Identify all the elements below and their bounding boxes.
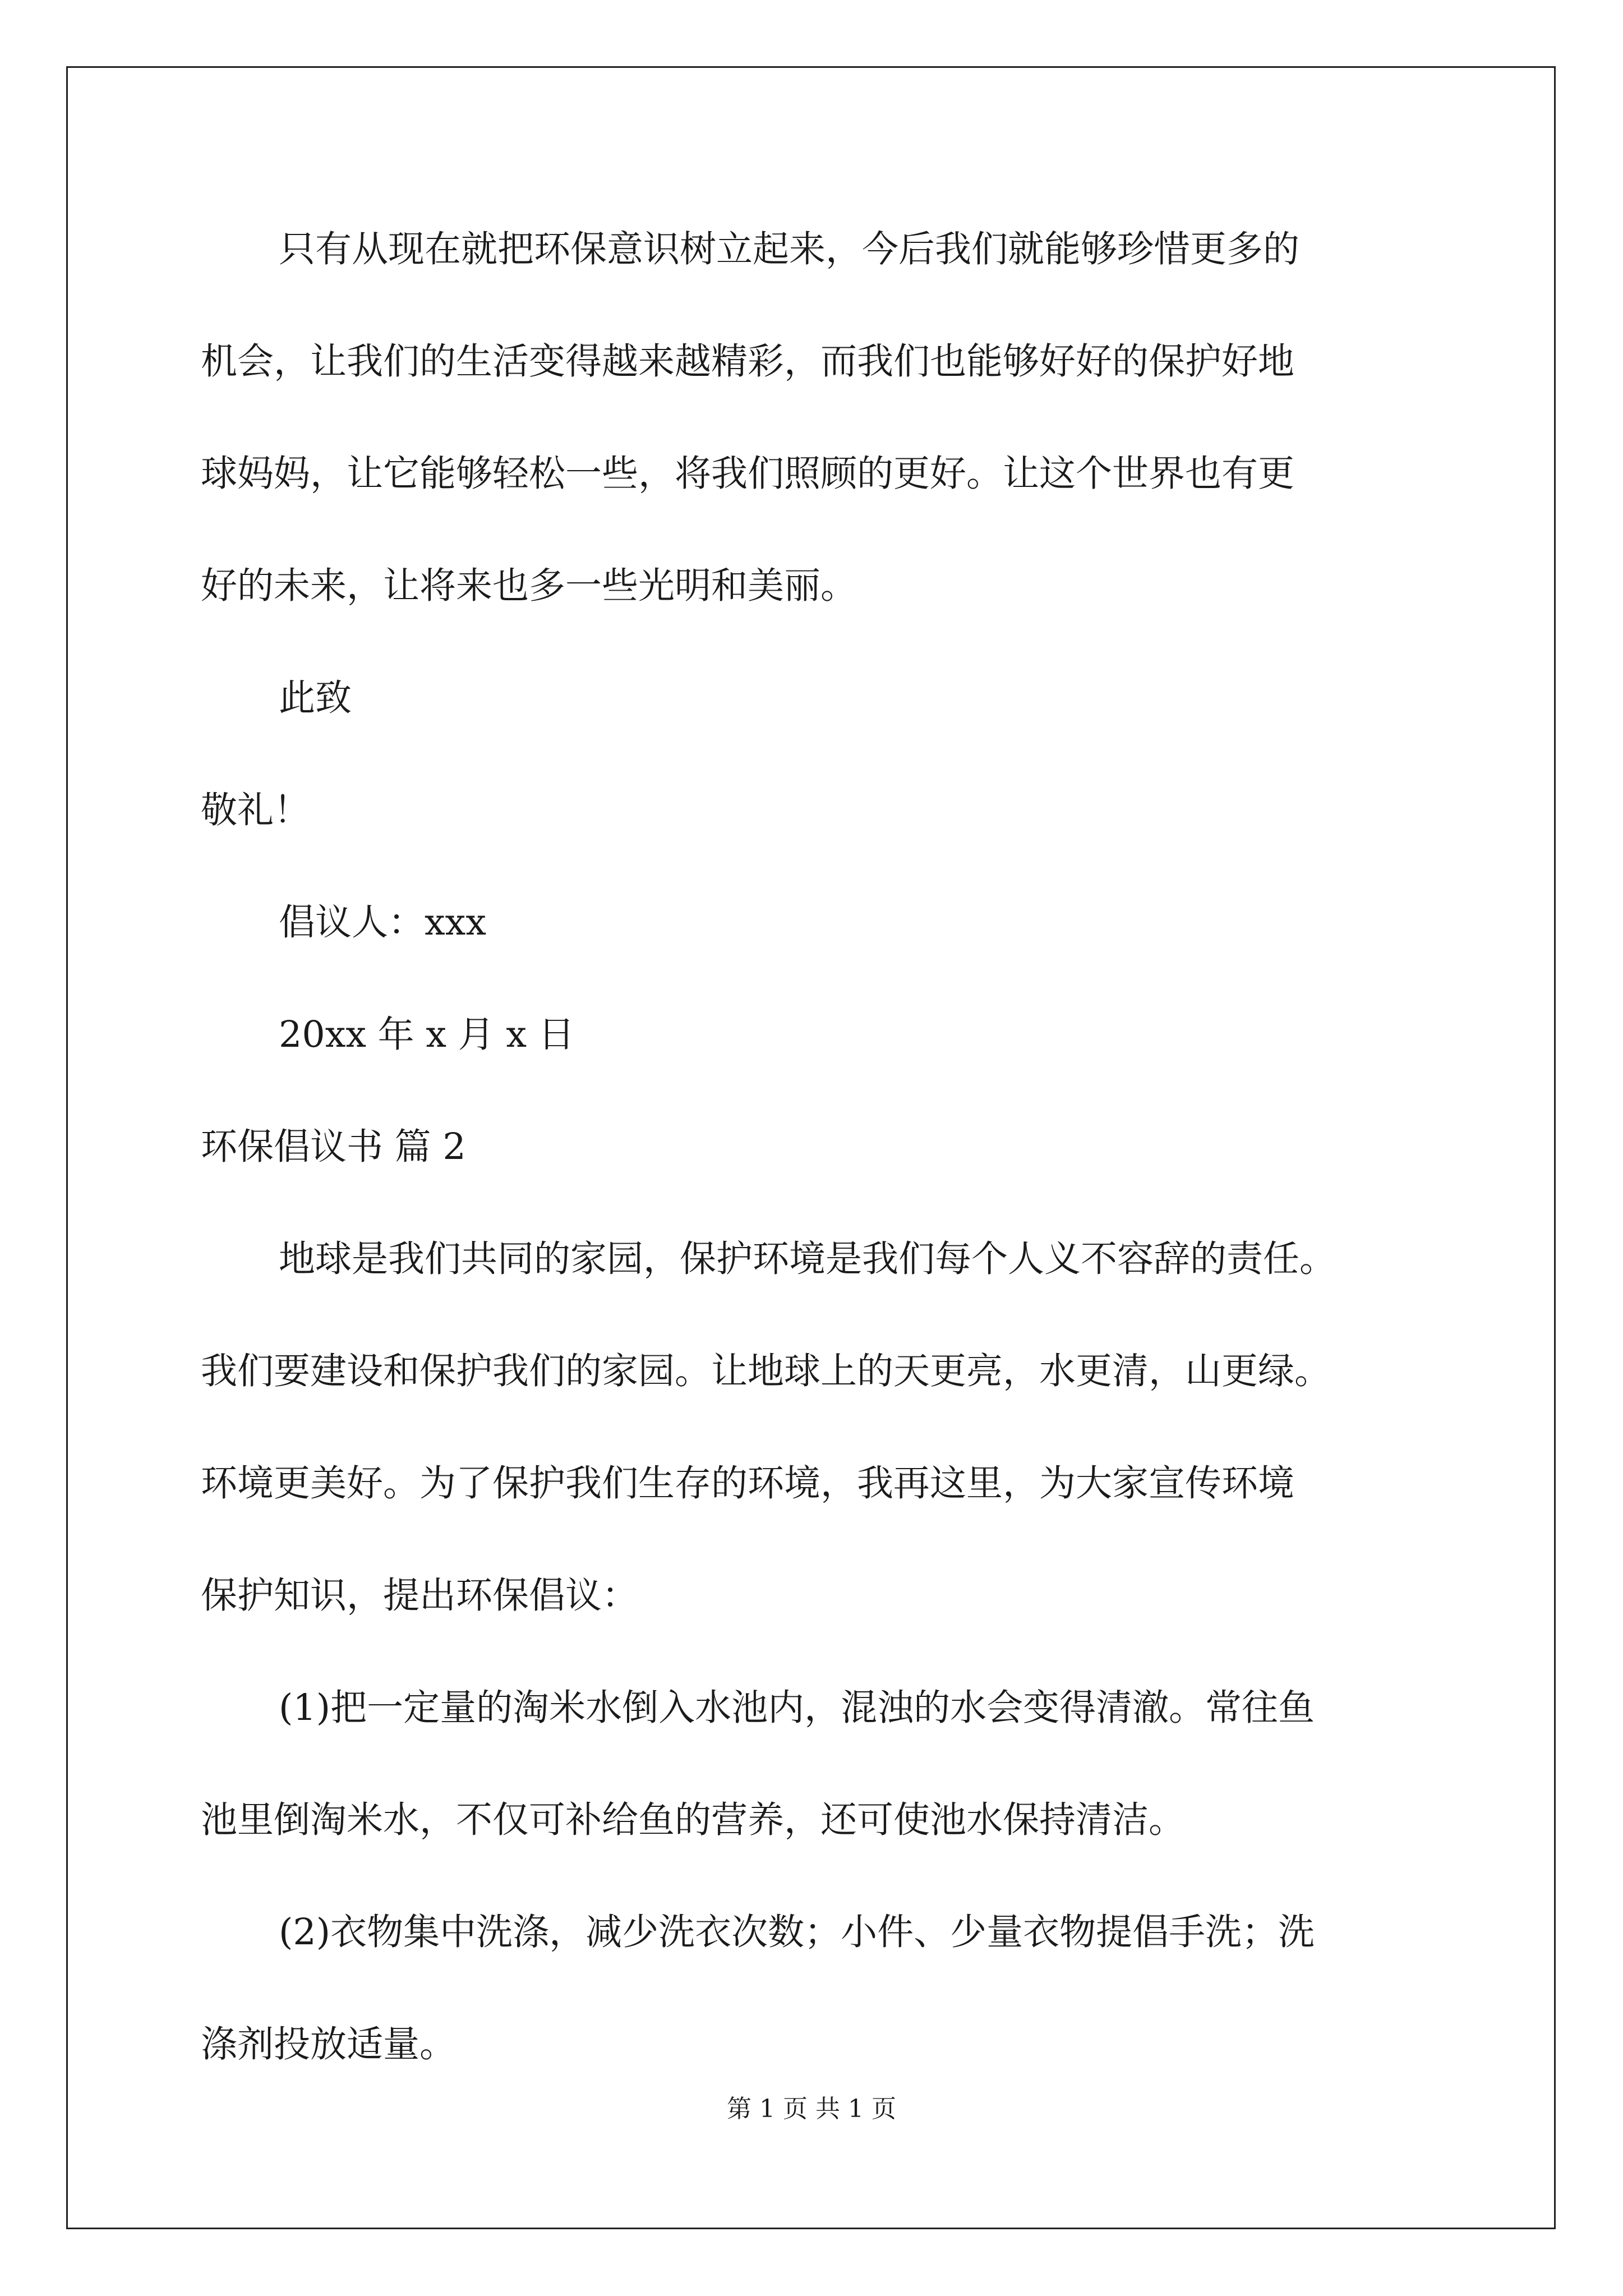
paragraph-1-line-3: 球妈妈，让它能够轻松一些，将我们照顾的更好。让这个世界也有更 [201, 453, 1295, 495]
paragraph-2-line-1: 地球是我们共同的家园，保护环境是我们每个人义不容辞的责任。 [279, 1238, 1336, 1280]
signer-text: 倡议人：xxx [279, 901, 486, 944]
item-1-line-2: 池里倒淘米水，不仅可补给鱼的营养，还可使池水保持清洁。 [201, 1799, 1186, 1841]
item-2-line-1: (2)衣物集中洗涤，减少洗衣次数；小件、少量衣物提倡手洗；洗 [279, 1911, 1315, 1953]
date-text: 20xx 年 x 月 x 日 [279, 1014, 575, 1056]
paragraph-2-line-2: 我们要建设和保护我们的家园。让地球上的天更亮，水更清，山更绿。 [201, 1350, 1331, 1392]
paragraph-1-line-4: 好的未来，让将来也多一些光明和美丽。 [201, 565, 857, 607]
paragraph-2-line-4: 保护知识，提出环保倡议： [201, 1575, 639, 1617]
paragraph-1-line-2: 机会，让我们的生活变得越来越精彩，而我们也能够好好的保护好地 [201, 341, 1295, 383]
page-footer: 第 1 页 共 1 页 [727, 2095, 896, 2123]
paragraph-2-line-3: 环境更美好。为了保护我们生存的环境，我再这里，为大家宣传环境 [201, 1462, 1295, 1504]
closing-text: 此致 [279, 677, 352, 719]
section-title: 环保倡议书 篇 2 [201, 1126, 466, 1168]
item-2-line-2: 涤剂投放适量。 [201, 2023, 457, 2065]
salute-text: 敬礼！ [201, 789, 311, 831]
item-1-line-1: (1)把一定量的淘米水倒入水池内，混浊的水会变得清澈。常往鱼 [279, 1687, 1315, 1729]
paragraph-1-line-1: 只有从现在就把环保意识树立起来，今后我们就能够珍惜更多的 [279, 228, 1300, 270]
